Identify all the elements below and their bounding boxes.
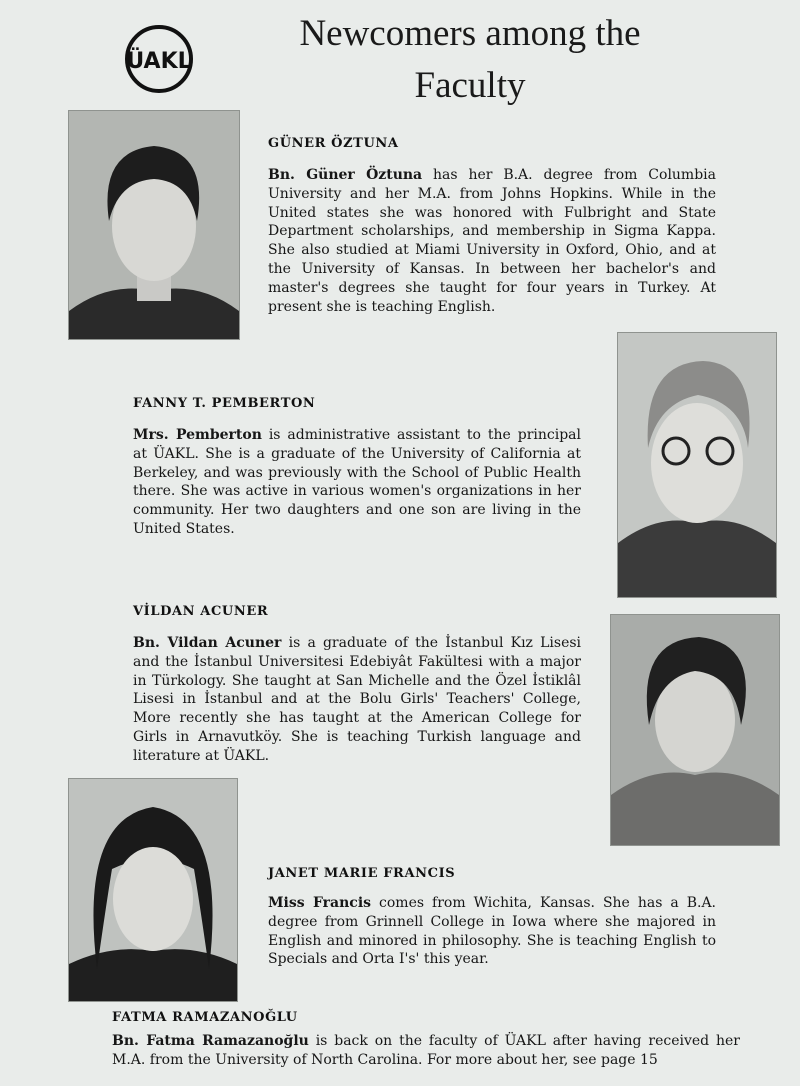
page-title: [200, 8, 740, 112]
faculty-name-pemberton: FANNY T. PEMBERTON: [133, 396, 316, 411]
portrait-photo-acuner: [610, 614, 780, 846]
faculty-name-ramazanoglu: FATMA RAMAZANOĞLU: [112, 1010, 298, 1025]
title-line-1: Newcomers among the: [299, 13, 641, 54]
portrait-photo-oztuna: [68, 110, 240, 340]
faculty-bio-pemberton: Mrs. Pemberton is administrative assistant to the principal at ÜAKL. She is a graduate of the University of California at Berkeley, and was previously with the School of Public Health there. She was active in various women's organizations in her community. Her two daughters and one son are living in the United States.: [133, 427, 582, 537]
faculty-name-francis: JANET MARIE FRANCIS: [268, 866, 456, 881]
portrait-acuner-icon: [611, 615, 779, 845]
portrait-oztuna-icon: [69, 111, 239, 339]
portrait-photo-pemberton: [617, 332, 777, 598]
portrait-francis-icon: [69, 779, 237, 1001]
school-logo-icon: [124, 24, 194, 94]
faculty-bio-oztuna: Bn. Güner Öztuna has her B.A. degree from Columbia University and her M.A. from Johns Hopkins. While in the United states she was honored with Fulbright and State Department scholarships, and membership in Sigma Kappa. She also studied at Miami University in Oxford, Ohio, and at the University of Kansas. In between her bachelor's and master's degrees she taught for four years in Turkey. At present she is teaching English.: [268, 167, 716, 315]
faculty-name-oztuna: GÜNER ÖZTUNA: [268, 136, 399, 151]
faculty-name-acuner: VİLDAN ACUNER: [133, 604, 269, 619]
title-line-2: Faculty: [414, 65, 526, 106]
faculty-bio-acuner: Bn. Vildan Acuner is a graduate of the İstanbul Kız Lisesi and the İstanbul Universitesi Edebiyât Fakültesi with a major in Türkology. She taught at San Michelle and the Özel İstiklâl Lisesi in İstanbul and at the Bolu Girls' Teachers' College, More recently she has taught at the American College for Girls in Arnavutköy. She is teaching Turkish language and literature at ÜAKL.: [133, 635, 582, 764]
portrait-pemberton-icon: [618, 333, 776, 597]
faculty-bio-ramazanoglu: Bn. Fatma Ramazanoğlu is back on the faculty of ÜAKL after having received her M.A. from the University of North Carolina. For more about her, see page 15: [112, 1033, 740, 1068]
portrait-photo-francis: [68, 778, 238, 1002]
faculty-bio-francis: Miss Francis comes from Wichita, Kansas. She has a B.A. degree from Grinnell College in Iowa where she majored in English and minored in philosophy. She is teaching English to Specials and Orta I's' this year.: [268, 895, 716, 968]
svg-text:ÜAKL: ÜAKL: [126, 49, 192, 74]
